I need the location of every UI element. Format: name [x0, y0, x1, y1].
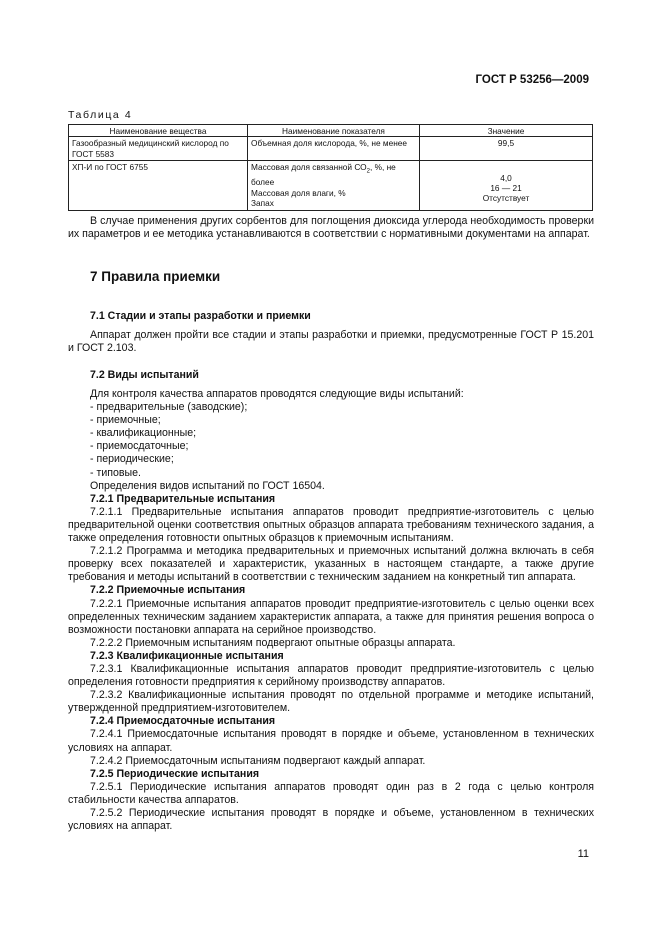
document-code: ГОСТ Р 53256—2009	[475, 74, 589, 86]
paragraph: 7.2.5.1 Периодические испытания аппаратов проводят один раз в 2 года с целью контроля стабильности качества аппаратов.	[68, 780, 594, 806]
paragraph: 7.2.3.1 Квалификационные испытания аппаратов проводит предприятие-изготовитель с целью определения готовности предприятия к серийному производству аппаратов.	[68, 662, 594, 689]
column-header-value: Значение	[420, 125, 593, 137]
table-4	[68, 124, 593, 211]
paragraph: 7.2.4.2 Приемосдаточным испытаниям подвергают каждый аппарат.	[90, 754, 426, 767]
list-item: - предварительные (заводские);	[90, 401, 248, 414]
paragraph: Для контроля качества аппаратов проводятся следующие виды испытаний:	[90, 388, 464, 400]
list-item: - типовые.	[90, 466, 141, 479]
paragraph: 7.2.5.2 Периодические испытания проводят в порядке и объеме, установленном в технических условиях на аппарат.	[68, 807, 594, 833]
table-cell-indicator: Объемная доля кислорода, %, не менее	[248, 137, 420, 161]
table-caption: Таблица 4	[68, 109, 133, 121]
indicator-line: Массовая доля влаги, %	[251, 187, 346, 198]
paragraph: 7.2.3.2 Квалификационные испытания проводят по отдельной программе и методике испытаний, утвержденной предприятием-изготовителем.	[68, 689, 594, 715]
table-header-row	[69, 125, 593, 137]
substance-line: Газообразный медицинский кислород по	[72, 138, 229, 149]
section-7-2-title: 7.2 Виды испытаний	[90, 369, 199, 381]
table-cell-indicator	[248, 161, 420, 210]
paragraph: 7.2.2.2 Приемочным испытаниям подвергают опытные образцы аппарата.	[90, 636, 456, 649]
section-7-1-title: 7.1 Стадии и этапы разработки и приемки	[90, 310, 311, 322]
list-item: - приемосдаточные;	[90, 440, 189, 453]
paragraph: 7.2.4.1 Приемосдаточные испытания проводят в порядке и объеме, установленном в технических условиях на аппарат.	[68, 728, 594, 754]
table-cell-substance	[69, 137, 248, 161]
value-line: Отсутствует	[482, 193, 530, 204]
indicator-line: более	[251, 177, 275, 188]
table-cell-value	[420, 161, 593, 210]
paragraph: 7.2.1.1 Предварительные испытания аппаратов проводит предприятие-изготовитель с целью предварительной оценки соответствия опытных образцов аппарата требованиям технического задания, а также определения готовности опытных образцов к приемочным испытаниям.	[68, 505, 594, 545]
list-item: - приемочные;	[90, 414, 161, 427]
paragraph: 7.2.2.1 Приемочные испытания аппаратов проводит предприятие-изготовитель с целью оценки всех определенных техническим заданием характеристик аппарата, а также для принятия решения вопроса о возможности постановки аппарата на серийное производство.	[68, 597, 594, 636]
table-cell-substance: ХП-И по ГОСТ 6755	[69, 161, 248, 210]
column-header-substance: Наименование вещества	[69, 125, 248, 137]
subscript-2: 2	[366, 168, 370, 175]
substance-line: ГОСТ 5583	[72, 148, 115, 159]
indicator-line: Запах	[251, 198, 274, 209]
table-cell-value: 99,5	[420, 137, 593, 161]
table-row	[69, 137, 593, 161]
value-line: 16 — 21	[490, 183, 522, 194]
section-7-title: 7 Правила приемки	[90, 269, 221, 284]
paragraph: Определения видов испытаний по ГОСТ 16504.	[90, 479, 325, 492]
section-7-2-block	[68, 388, 594, 833]
sorbent-paragraph-block	[68, 215, 594, 241]
indicator-line	[251, 162, 416, 177]
table-row	[69, 161, 593, 210]
value-line: 4,0	[500, 172, 512, 183]
subsection-title: 7.2.4 Приемосдаточные испытания	[90, 715, 276, 728]
page-number: 11	[577, 848, 589, 860]
subsection-title: 7.2.2 Приемочные испытания	[90, 584, 246, 597]
indicator-text: , %, не	[369, 162, 396, 173]
list-item: - квалификационные;	[90, 427, 197, 440]
indicator-text: Массовая доля связанной СО	[251, 162, 367, 173]
paragraph: 7.2.1.2 Программа и методика предварительных и приемочных испытаний должна включать в себя проверку всех показателей и характеристик, указанных в настоящем стандарте, а также другие требования и методы испытаний в соответствии с техническим заданием на конкретный тип аппарата.	[68, 545, 594, 584]
paragraph: В случае применения других сорбентов для поглощения диоксида углерода необходимость проверки их параметров и ее методика устанавливаются в соответствии с нормативными документами на аппарат.	[68, 215, 594, 241]
column-header-indicator: Наименование показателя	[248, 125, 420, 137]
subsection-title: 7.2.3 Квалификационные испытания	[90, 649, 284, 662]
section-7-1-block	[68, 329, 594, 355]
paragraph: Аппарат должен пройти все стадии и этапы разработки и приемки, предусмотренные ГОСТ Р 15.201 и ГОСТ 2.103.	[68, 329, 594, 355]
subsection-title: 7.2.5 Периодические испытания	[90, 767, 260, 780]
list-item: - периодические;	[90, 453, 174, 466]
subsection-title: 7.2.1 Предварительные испытания	[90, 492, 276, 505]
